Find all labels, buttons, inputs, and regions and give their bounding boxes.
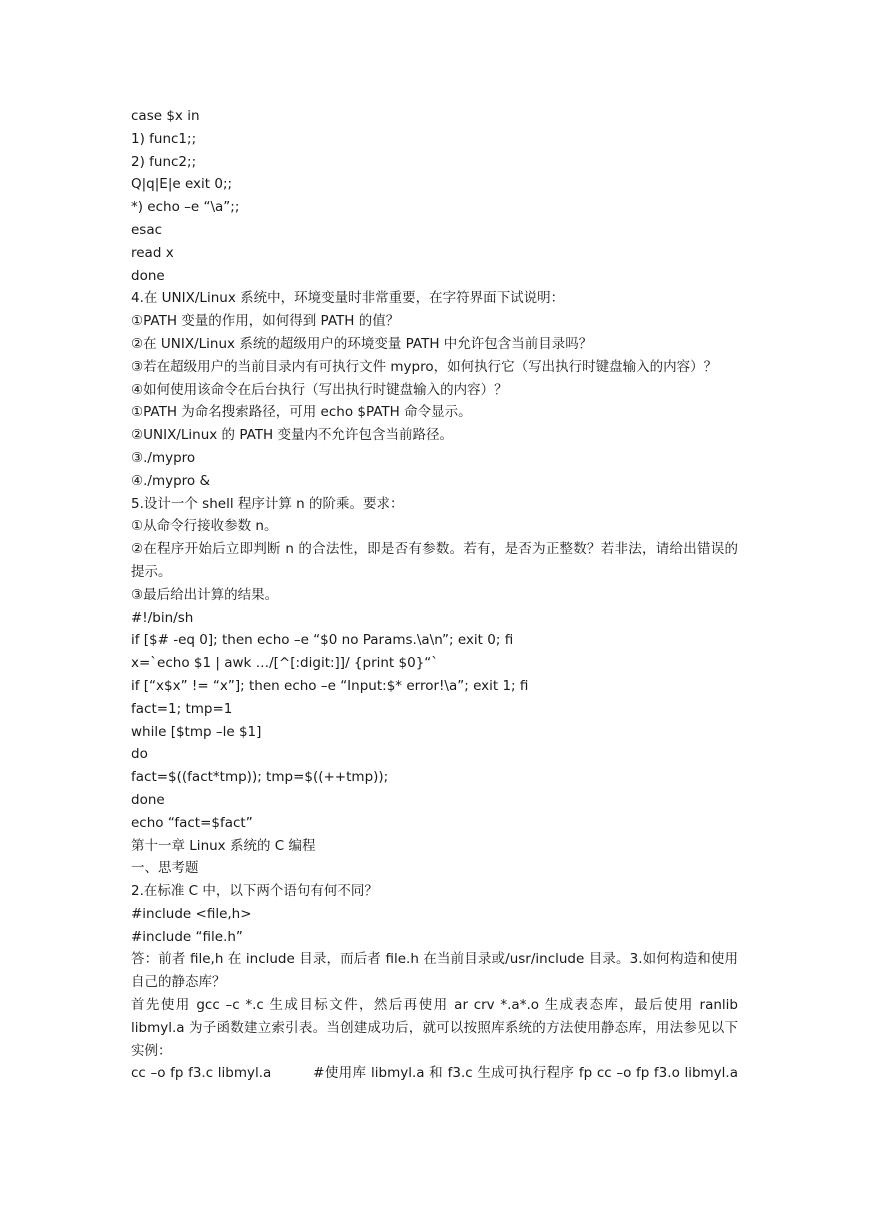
- answer-4-part-4: ④./mypro &: [131, 472, 210, 489]
- code-line: read x: [131, 244, 174, 261]
- question-5: 5.设计一个 shell 程序计算 n 的阶乘。要求：: [131, 495, 404, 512]
- code-line: #include “file.h”: [131, 928, 243, 945]
- question-5-req-3: ③最后给出计算的结果。: [131, 586, 279, 603]
- answer-4-part-2: ②UNIX/Linux 的 PATH 变量内不允许包含当前路径。: [131, 427, 453, 444]
- code-line: fact=1; tmp=1: [131, 700, 233, 717]
- answer-4-part-1: ①PATH 为命名搜索路径，可用 echo $PATH 命令显示。: [131, 404, 472, 421]
- answer-2-and-question-3: 答：前者 file,h 在 include 目录，而后者 file.h 在当前目录或/usr/include 目录。3.如何构造和使用自己的静态库？: [131, 951, 738, 991]
- code-line: echo “fact=$fact”: [131, 814, 253, 831]
- code-line: fact=$((fact*tmp)); tmp=$((++tmp));: [131, 769, 389, 786]
- code-line: Q|q|E|e exit 0;;: [131, 176, 233, 193]
- code-line: x=`echo $1 | awk …/[^[:digit:]]/ {print $0}“`: [131, 655, 439, 672]
- code-line: if [“x$x” != “x”]; then echo –e “Input:$* error!\a”; exit 1; fi: [131, 677, 529, 694]
- code-line: if [$# -eq 0]; then echo –e “$0 no Params.\a\n”; exit 0; fi: [131, 632, 514, 649]
- question-5-req-2: ②在程序开始后立即判断 n 的合法性，即是否有参数。若有，是否为正整数？若非法，请给出错误的提示。: [131, 541, 738, 580]
- code-line: #include <file,h>: [131, 905, 252, 922]
- code-line: do: [131, 746, 148, 763]
- code-line: 1) func1;;: [131, 130, 197, 147]
- answer-4-part-3: ③./mypro: [131, 449, 196, 466]
- code-line: while [$tmp –le $1]: [131, 723, 262, 740]
- code-example-line: cc –o fp f3.c libmyl.a #使用库 libmyl.a 和 f3.c 生成可执行程序 fp cc –o fp f3.o libmyl.a: [131, 1065, 738, 1082]
- code-line: #!/bin/sh: [131, 609, 194, 626]
- document-page: [131, 105, 738, 1085]
- question-4: 4.在 UNIX/Linux 系统中，环境变量时非常重要，在字符界面下试说明：: [131, 290, 565, 307]
- code-line: *) echo –e “\a”;;: [131, 199, 240, 216]
- chapter-heading: 第十一章 Linux 系统的 C 编程: [131, 837, 316, 854]
- question-2: 2.在标准 C 中，以下两个语句有何不同？: [131, 883, 378, 900]
- code-line: done: [131, 267, 165, 284]
- section-heading: 一、思考题: [131, 860, 199, 877]
- question-5-req-1: ①从命令行接收参数 n。: [131, 518, 278, 535]
- question-4-part-4: ④如何使用该命令在后台执行（写出执行时键盘输入的内容）？: [131, 381, 508, 398]
- code-line: case $x in: [131, 108, 200, 124]
- code-line: 2) func2;;: [131, 153, 197, 170]
- code-line: esac: [131, 221, 163, 238]
- code-line: done: [131, 791, 165, 808]
- question-4-part-3: ③若在超级用户的当前目录内有可执行文件 mypro，如何执行它（写出执行时键盘输入的内容）？: [131, 358, 718, 375]
- answer-3: 首先使用 gcc –c *.c 生成目标文件，然后再使用 ar crv *.a*.o 生成表态库，最后使用 ranlib libmyl.a 为子函数建立索引表。当创建成功后，就可以按照库系统的方法使用静态库，用法参见以下实例：: [131, 997, 738, 1059]
- question-4-part-2: ②在 UNIX/Linux 系统的超级用户的环境变量 PATH 中允许包含当前目录吗？: [131, 335, 593, 352]
- question-4-part-1: ①PATH 变量的作用，如何得到 PATH 的值？: [131, 313, 400, 330]
